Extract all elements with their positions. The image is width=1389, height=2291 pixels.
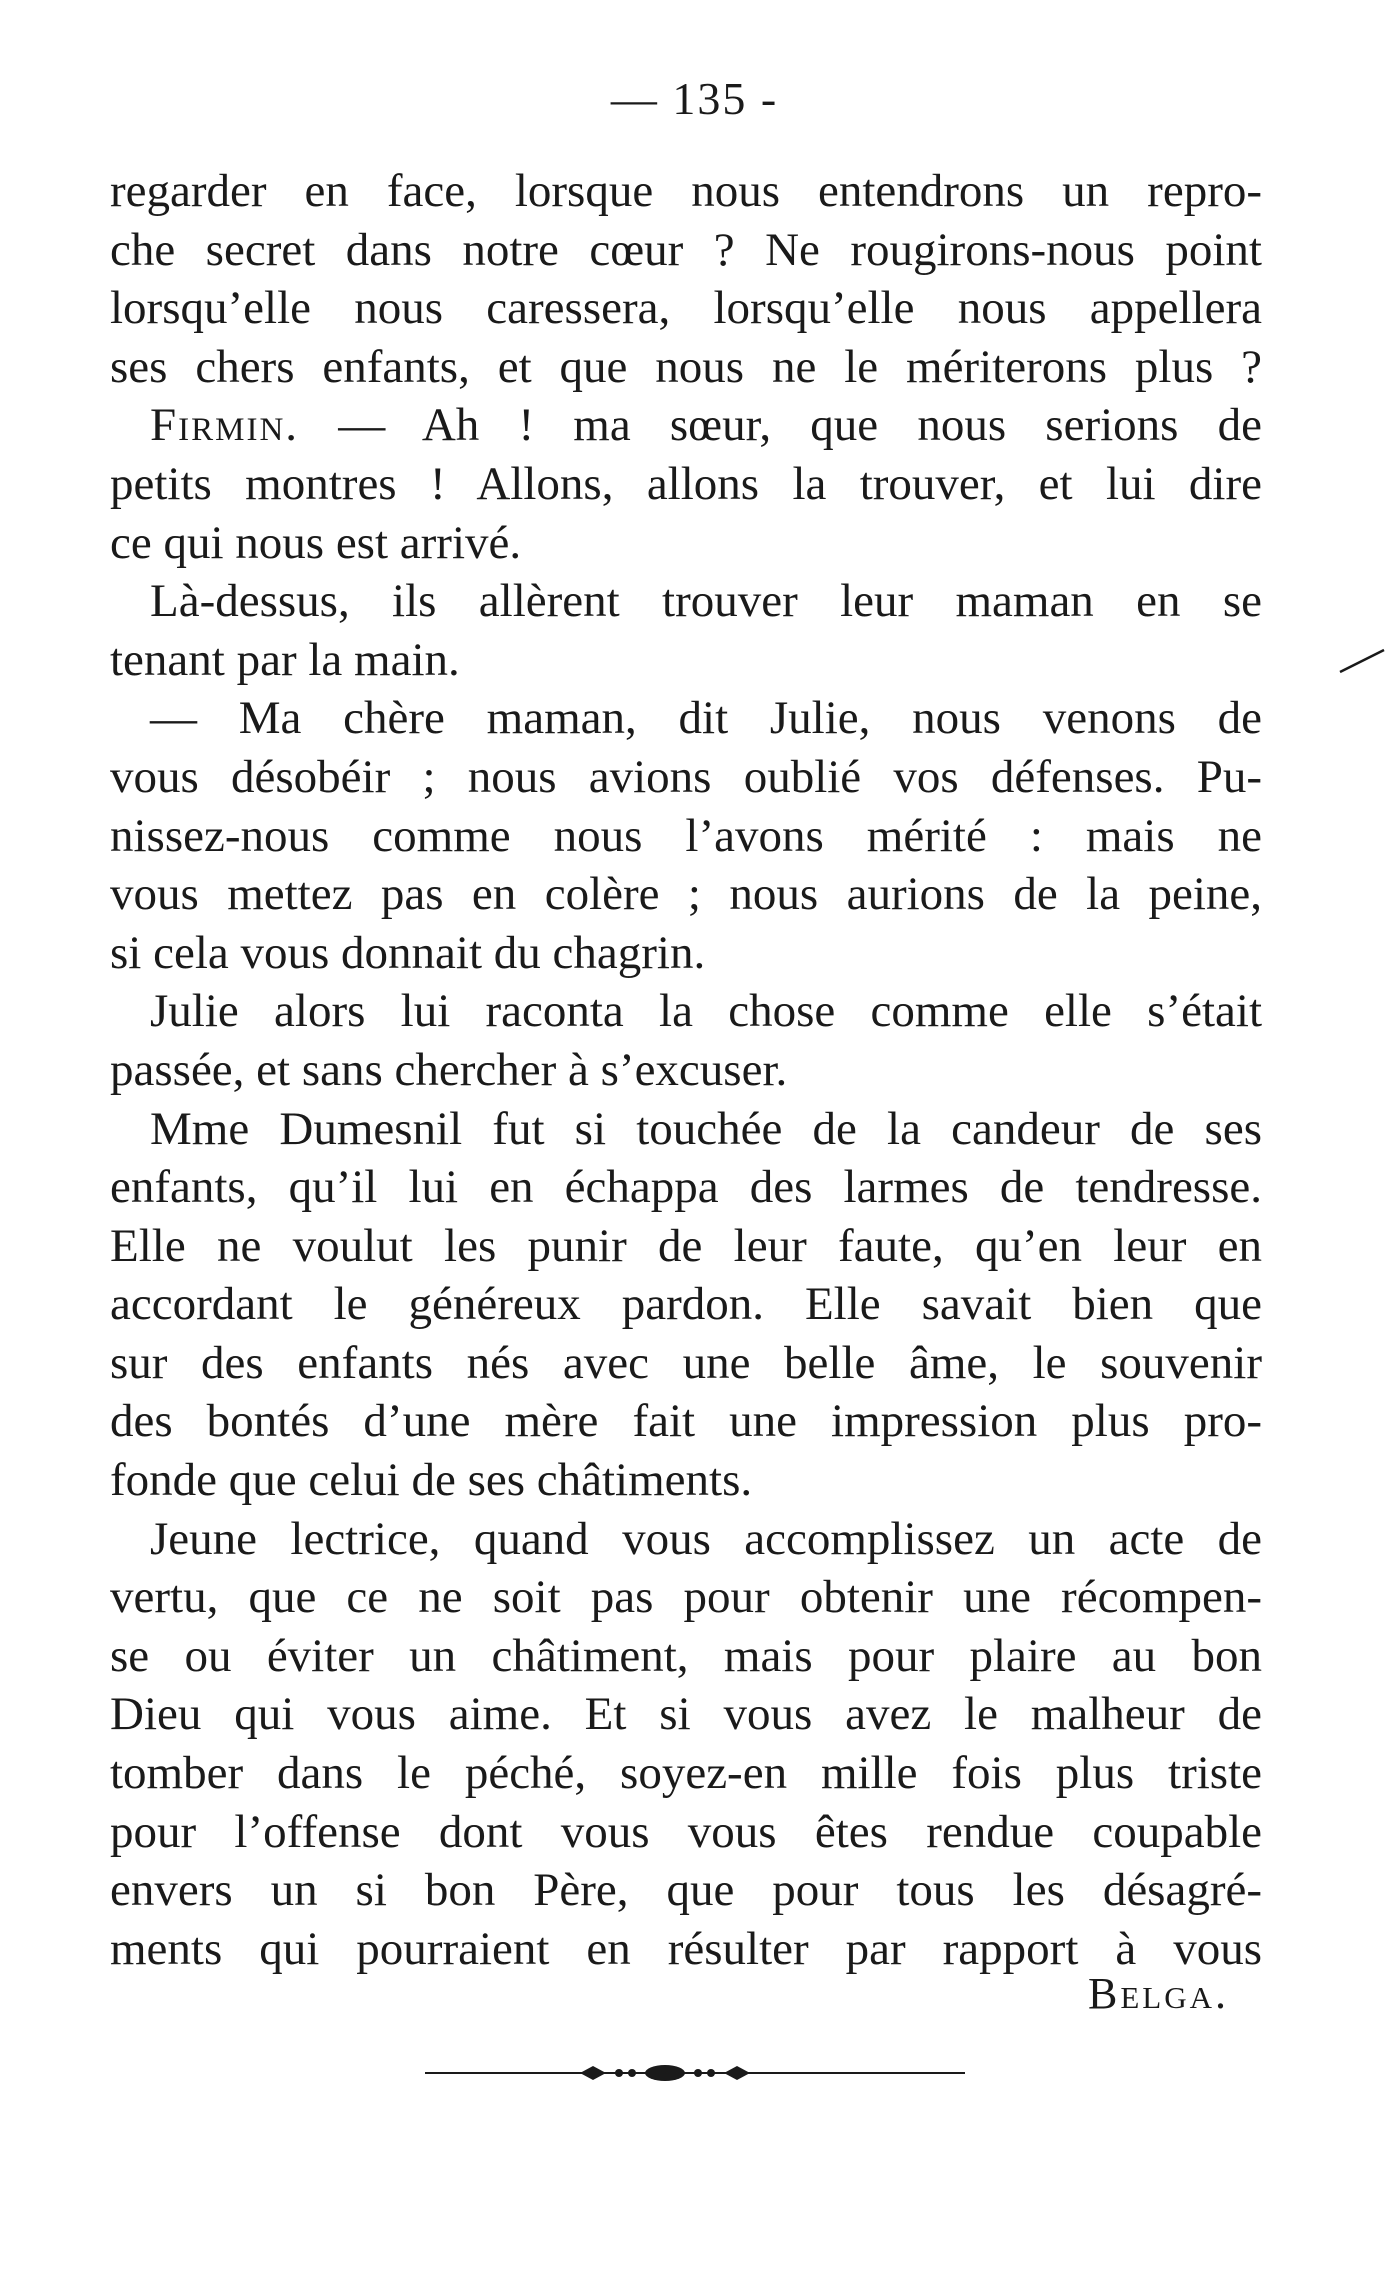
- speaker-name: Firmin.: [150, 399, 300, 452]
- text-line: accordant le généreux pardon. Elle savait bien que: [110, 1278, 1262, 1331]
- speaker-line: — Ah ! ma sœur, que nous serions de: [299, 399, 1262, 452]
- text-line: che secret dans notre cœur ? Ne rougirons-nous point: [110, 223, 1262, 276]
- text-line: envers un si bon Père, que pour tous les désagré-: [110, 1864, 1262, 1917]
- page-number: — 135 -: [610, 73, 779, 124]
- text-line: — Ma chère maman, dit Julie, nous venons de: [150, 692, 1262, 745]
- text-line: pour l’offense dont vous vous êtes rendue coupable: [110, 1805, 1262, 1858]
- text-line: sur des enfants nés avec une belle âme, le souvenir: [110, 1336, 1262, 1389]
- text-line: fonde que celui de ses châtiments.: [110, 1454, 753, 1507]
- text-line: petits montres ! Allons, allons la trouver, et lui dire: [110, 457, 1262, 510]
- text-line: si cela vous donnait du chagrin.: [110, 926, 706, 979]
- body-text: [110, 162, 1262, 1978]
- paragraph: [110, 982, 1262, 1099]
- text-line: se ou éviter un châtiment, mais pour plaire au bon: [110, 1629, 1262, 1682]
- text-line: Julie alors lui raconta la chose comme elle s’était: [150, 985, 1262, 1038]
- paragraph: [110, 1510, 1262, 1979]
- ornament-divider: [425, 2058, 965, 2088]
- margin-mark: [1338, 646, 1386, 676]
- paragraph: [110, 162, 1262, 396]
- paragraph: [110, 689, 1262, 982]
- text-line: vous mettez pas en colère ; nous aurions de la peine,: [110, 868, 1262, 921]
- text-line: ments qui pourraient en résulter par rapport à vous: [110, 1922, 1262, 1975]
- text-line: [110, 396, 1262, 455]
- text-line: regarder en face, lorsque nous entendrons un repro-: [110, 165, 1262, 217]
- text-line: lorsqu’elle nous caressera, lorsqu’elle nous appellera: [110, 282, 1262, 335]
- text-line: nissez-nous comme nous l’avons mérité : mais ne: [110, 809, 1262, 862]
- text-line: passée, et sans chercher à s’excuser.: [110, 1043, 788, 1096]
- text-line: Dieu qui vous aime. Et si vous avez le malheur de: [110, 1688, 1262, 1741]
- text-line: vertu, que ce ne soit pas pour obtenir une récompen-: [110, 1571, 1262, 1624]
- paragraph: [110, 572, 1262, 689]
- paragraph: [110, 1100, 1262, 1510]
- text-line: tenant par la main.: [110, 633, 460, 686]
- text-line: enfants, qu’il lui en échappa des larmes de tendresse.: [110, 1161, 1262, 1214]
- paragraph: [110, 396, 1262, 572]
- text-line: tomber dans le péché, soyez-en mille fois plus triste: [110, 1747, 1262, 1800]
- text-line: Jeune lectrice, quand vous accomplissez un acte de: [150, 1512, 1262, 1565]
- text-line: Elle ne voulut les punir de leur faute, qu’en leur en: [110, 1219, 1262, 1272]
- text-line: vous désobéir ; nous avions oublié vos défenses. Pu-: [110, 750, 1262, 803]
- text-line: Mme Dumesnil fut si touchée de la candeur de ses: [150, 1102, 1262, 1155]
- text-line: Là-dessus, ils allèrent trouver leur maman en se: [150, 575, 1262, 628]
- signature: Belga.: [1088, 1969, 1229, 2018]
- text-line: ce qui nous est arrivé.: [110, 516, 522, 569]
- text-line: ses chers enfants, et que nous ne le mériterons plus ?: [110, 340, 1262, 393]
- text-line: des bontés d’une mère fait une impression plus pro-: [110, 1395, 1262, 1448]
